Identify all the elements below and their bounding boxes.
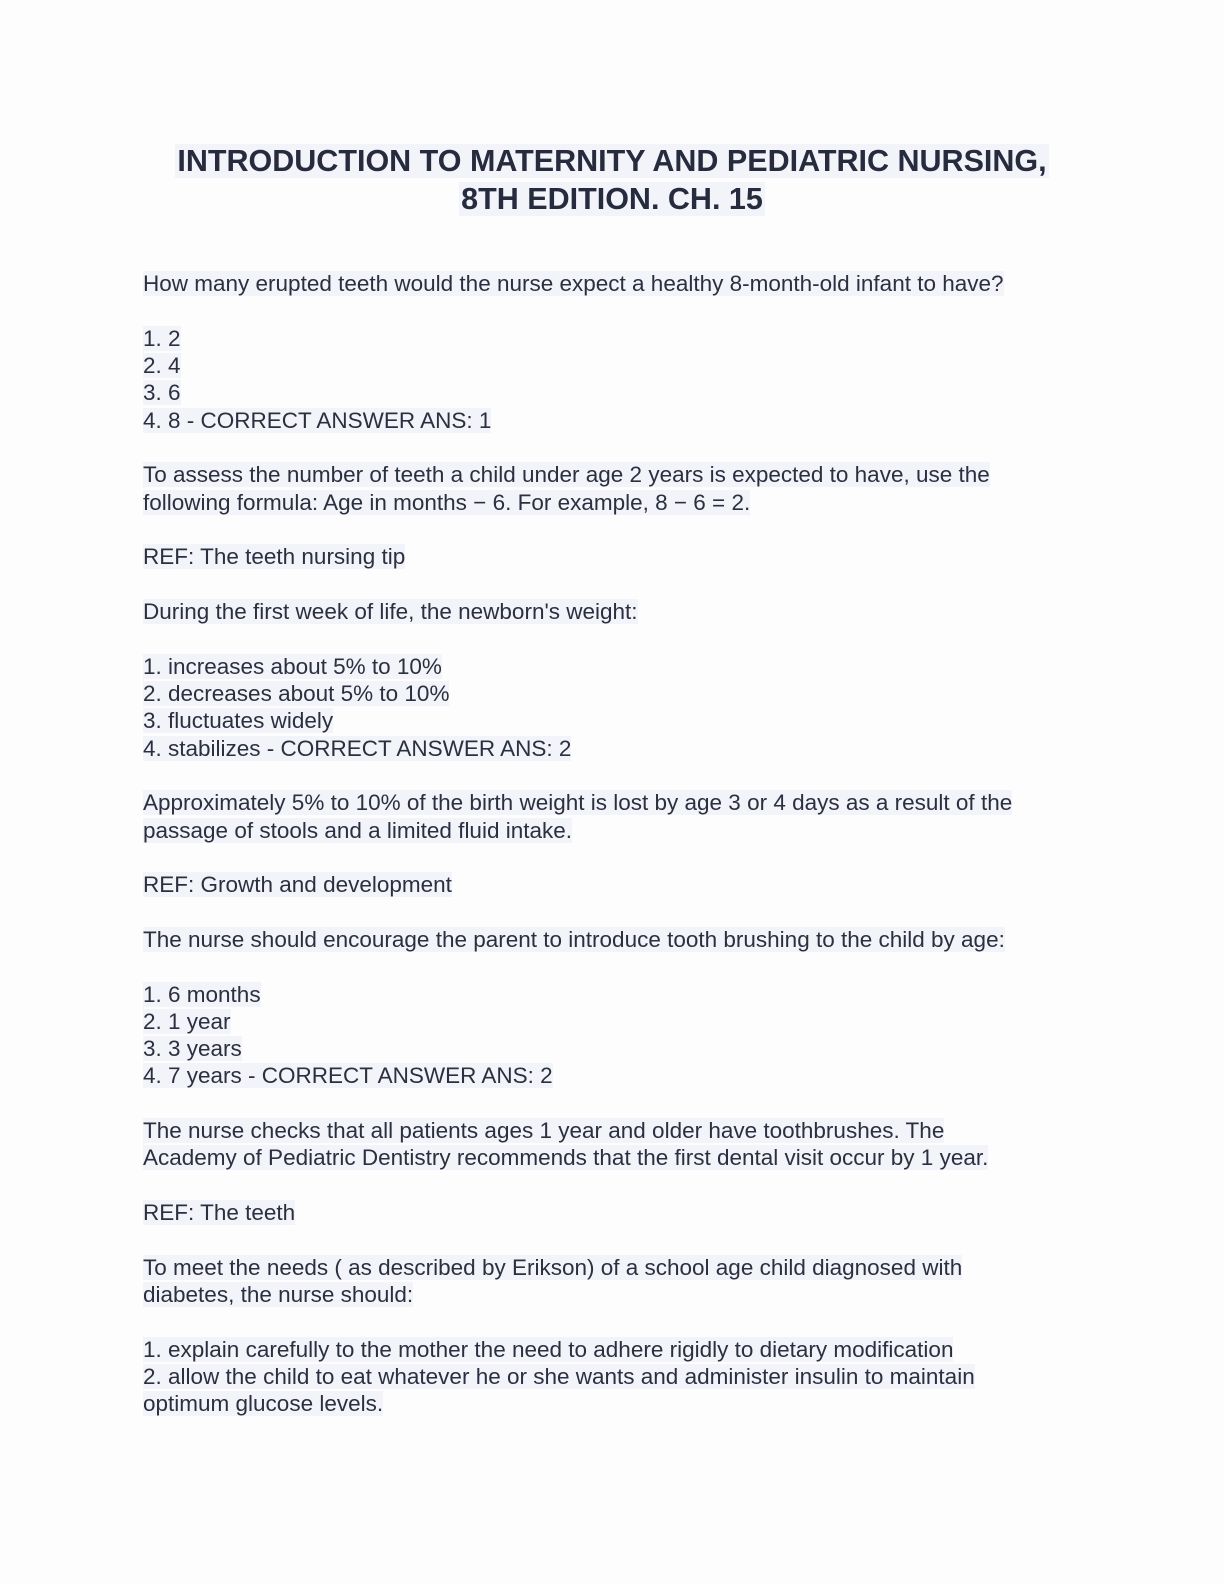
paragraph-gap (143, 898, 1103, 925)
text-line-content: 2. decreases about 5% to 10% (143, 680, 450, 706)
paragraph-gap (143, 1172, 1103, 1199)
text-line-content: 3. 6 (143, 380, 181, 406)
text-line-content: 3. fluctuates widely (143, 708, 334, 734)
text-line (143, 270, 1103, 297)
text-line (143, 1008, 1103, 1035)
text-line (143, 543, 1103, 570)
paragraph (143, 871, 1103, 898)
text-line-content: 2. 1 year (143, 1008, 231, 1034)
paragraph (143, 270, 1103, 297)
paragraph (143, 1254, 1103, 1309)
text-line-content: The nurse checks that all patients ages 1 year and older have toothbrushes. The (143, 1118, 945, 1144)
text-line-content: The nurse should encourage the parent to introduce tooth brushing to the child by age: (143, 926, 1005, 952)
text-line-content: diabetes, the nurse should: (143, 1282, 414, 1308)
paragraph (143, 981, 1103, 1090)
text-line (143, 789, 1103, 816)
paragraph (143, 461, 1103, 516)
text-line-content: 1. 2 (143, 325, 181, 351)
text-line-content: passage of stools and a limited fluid intake. (143, 817, 573, 843)
text-line-content: 1. increases about 5% to 10% (143, 653, 442, 679)
paragraph-gap (143, 1226, 1103, 1253)
text-line (143, 680, 1103, 707)
text-line-content: To assess the number of teeth a child under age 2 years is expected to have, use the (143, 462, 990, 488)
text-line-content: Academy of Pediatric Dentistry recommends that the first dental visit occur by 1 year. (143, 1145, 989, 1171)
paragraph-gap (143, 1308, 1103, 1335)
paragraph (143, 543, 1103, 570)
text-line-content: optimum glucose levels. (143, 1391, 384, 1417)
text-line-content: REF: The teeth nursing tip (143, 544, 406, 570)
text-line (143, 1199, 1103, 1226)
title-line: 8TH EDITION. CH. 15 (461, 182, 763, 216)
text-line (143, 707, 1103, 734)
text-line-content: 4. stabilizes - CORRECT ANSWER ANS: 2 (143, 735, 572, 761)
text-line-content: 2. allow the child to eat whatever he or she wants and administer insulin to maintain (143, 1364, 975, 1390)
title-line: INTRODUCTION TO MATERNITY AND PEDIATRIC NURSING, (177, 144, 1047, 178)
text-line (143, 1117, 1103, 1144)
text-line (143, 407, 1103, 434)
text-line (143, 1336, 1103, 1363)
paragraph (143, 926, 1103, 953)
text-line-content: 4. 7 years - CORRECT ANSWER ANS: 2 (143, 1063, 553, 1089)
paragraph-gap (143, 844, 1103, 871)
paragraph (143, 1199, 1103, 1226)
paragraph-gap (143, 516, 1103, 543)
text-line (143, 598, 1103, 625)
paragraph-gap (143, 1090, 1103, 1117)
text-line (143, 871, 1103, 898)
document-body (143, 270, 1103, 1418)
paragraph (143, 1336, 1103, 1418)
paragraph-gap (143, 953, 1103, 980)
text-line-content: 2. 4 (143, 352, 181, 378)
text-line-content: To meet the needs ( as described by Erikson) of a school age child diagnosed with (143, 1254, 963, 1280)
text-line (143, 817, 1103, 844)
text-line-content: How many erupted teeth would the nurse expect a healthy 8-month-old infant to have? (143, 271, 1004, 296)
text-line-content: 1. 6 months (143, 981, 261, 1007)
text-line-content: Approximately 5% to 10% of the birth weight is lost by age 3 or 4 days as a result of the (143, 790, 1013, 816)
paragraph-gap (143, 434, 1103, 461)
text-line (143, 379, 1103, 406)
text-line (143, 1254, 1103, 1281)
text-line-content: 4. 8 - CORRECT ANSWER ANS: 1 (143, 407, 492, 433)
text-line-content: following formula: Age in months − 6. For example, 8 − 6 = 2. (143, 489, 751, 515)
text-line (143, 352, 1103, 379)
document-title (0, 142, 1224, 218)
text-line (143, 1144, 1103, 1171)
text-line-content: During the first week of life, the newborn's weight: (143, 598, 638, 624)
text-line (143, 489, 1103, 516)
text-line-content: 1. explain carefully to the mother the need to adhere rigidly to dietary modification (143, 1336, 954, 1362)
text-line (143, 325, 1103, 352)
paragraph (143, 789, 1103, 844)
text-line (143, 1062, 1103, 1089)
text-line-content: 3. 3 years (143, 1036, 242, 1062)
paragraph (143, 1117, 1103, 1172)
paragraph-gap (143, 625, 1103, 652)
text-line (143, 926, 1103, 953)
paragraph (143, 598, 1103, 625)
text-line (143, 981, 1103, 1008)
text-line (143, 735, 1103, 762)
paragraph-gap (143, 762, 1103, 789)
paragraph-gap (143, 297, 1103, 324)
paragraph (143, 325, 1103, 434)
text-line (143, 461, 1103, 488)
text-line (143, 1390, 1103, 1417)
paragraph (143, 653, 1103, 762)
text-line-content: REF: Growth and development (143, 872, 452, 898)
text-line (143, 1363, 1103, 1390)
text-line (143, 653, 1103, 680)
text-line-content: REF: The teeth (143, 1200, 296, 1226)
paragraph-gap (143, 571, 1103, 598)
text-line (143, 1035, 1103, 1062)
text-line (143, 1281, 1103, 1308)
